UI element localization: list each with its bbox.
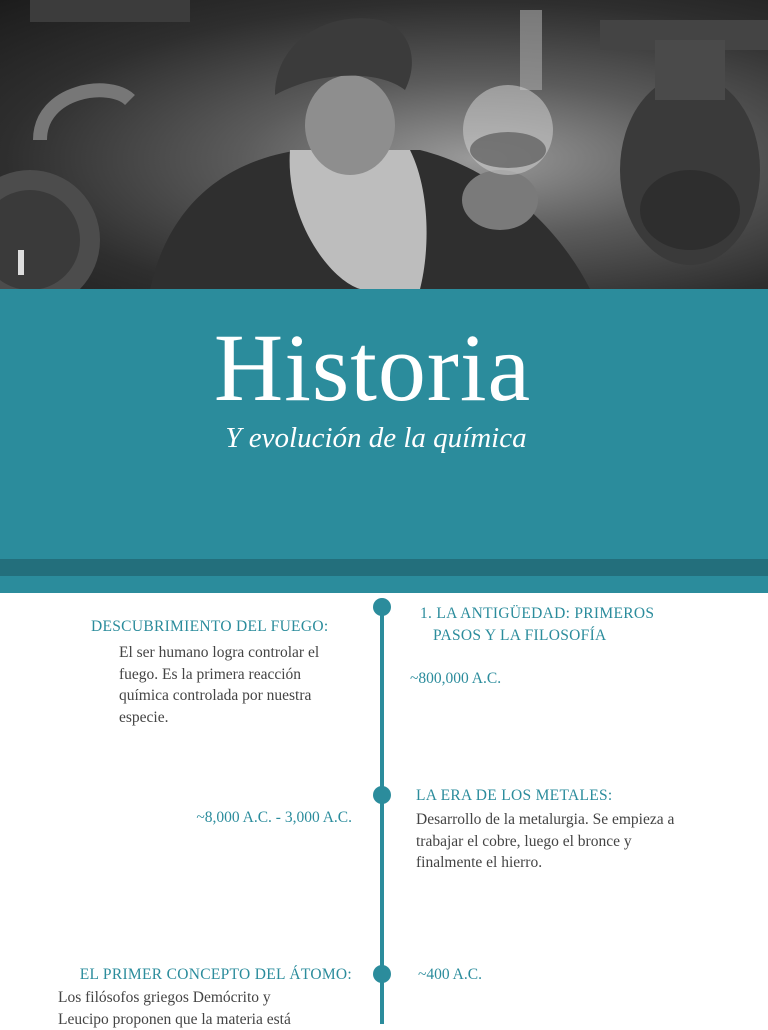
timeline-dot — [373, 786, 391, 804]
event-description-line: química controlada por nuestra — [119, 685, 369, 707]
timeline-dot — [373, 965, 391, 983]
event-description-line: Los filósofos griegos Demócrito y — [58, 987, 358, 1009]
event-date: ~800,000 A.C. — [410, 668, 501, 690]
event-description — [119, 642, 369, 728]
event-description — [416, 809, 746, 874]
section-heading-line2: PASOS Y LA FILOSOFÍA — [433, 625, 607, 647]
event-date: ~400 A.C. — [418, 964, 482, 986]
page-subtitle: Y evolución de la química — [0, 418, 752, 458]
page-title: Historia — [0, 318, 745, 418]
event-title: EL PRIMER CONCEPTO DEL ÁTOMO: — [0, 964, 352, 986]
event-title: LA ERA DE LOS METALES: — [416, 785, 613, 807]
alchemist-illustration — [0, 0, 768, 289]
event-description-line: finalmente el hierro. — [416, 852, 746, 874]
event-description-line: El ser humano logra controlar el — [119, 642, 369, 664]
event-description-line: Desarrollo de la metalurgia. Se empieza a — [416, 809, 746, 831]
section-heading-line1: 1. LA ANTIGÜEDAD: PRIMEROS — [420, 603, 654, 625]
event-description-line: Leucipo proponen que la materia está — [58, 1009, 358, 1030]
divider-stripe-light — [0, 576, 768, 593]
event-description-line: trabajar el cobre, luego el bronce y — [416, 831, 746, 853]
event-title: DESCUBRIMIENTO DEL FUEGO: — [91, 616, 328, 638]
timeline-dot — [373, 598, 391, 616]
divider-stripe-dark — [0, 559, 768, 576]
event-date: ~8,000 A.C. - 3,000 A.C. — [0, 807, 352, 829]
timeline-line — [380, 600, 384, 1024]
event-description-line: fuego. Es la primera reacción — [119, 664, 369, 686]
event-description-line: especie. — [119, 707, 369, 729]
header-illustration — [0, 0, 768, 289]
